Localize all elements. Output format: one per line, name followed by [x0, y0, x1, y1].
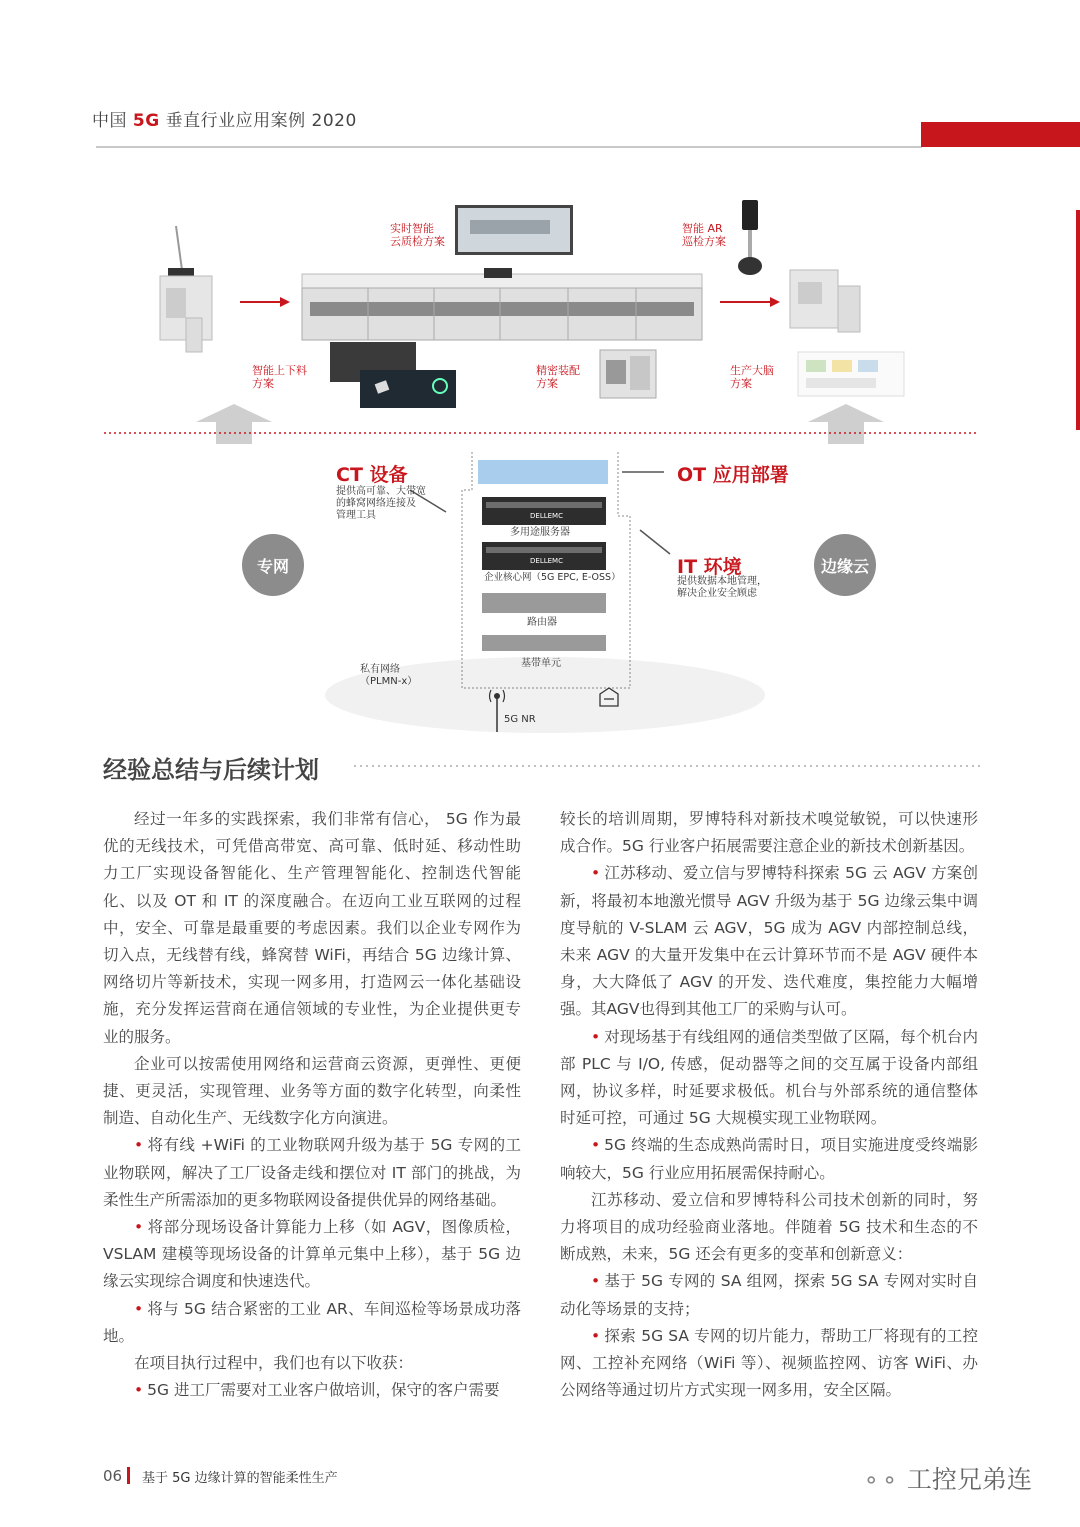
bullet-paragraph: • 探索 5G SA 专网的切片能力，帮助工厂将现有的工控网、工控补充网络（WiFi 等）、视频监控网、访客 WiFi、办公网络等通过切片方式实现一网多用，安全区隔。: [560, 1326, 978, 1400]
edge-cloud-circle: 边缘云: [814, 534, 876, 596]
section-dotted-rule: [352, 764, 982, 768]
ot-title: OT 应用部署: [677, 464, 789, 486]
quality-inspection-screen-image: [455, 205, 573, 255]
rack-core-label: 企业核心网（5G EPC, E-OSS）: [484, 572, 621, 583]
flow-arrow-icon: [240, 297, 290, 307]
bullet-icon: •: [591, 864, 601, 883]
bullet-paragraph: • 5G 进工厂需要对工业客户做培训，保守的客户需要: [134, 1381, 500, 1400]
bullet-icon: •: [591, 1326, 601, 1345]
server-brand: DELLEMC: [530, 557, 563, 565]
output-machine-image: [790, 270, 860, 332]
section-title: 经验总结与后续计划: [103, 756, 319, 784]
left-text-column: [103, 806, 521, 1404]
bullet-paragraph: • 基于 5G 专网的 SA 组网，探索 5G SA 专网对实时自动化等场景的支持；: [560, 1272, 978, 1318]
bullet-paragraph: • 将部分现场设备计算能力上移（如 AGV，图像质检，VSLAM 建模等现场设备的计算单元集中上移），基于 5G 边缘云实现综合调度和快速迭代。: [103, 1218, 521, 1291]
up-arrow-icon: [808, 404, 884, 444]
it-title: IT 环境: [677, 556, 742, 578]
5g-nr-label: 5G NR: [504, 714, 536, 725]
paragraph: 企业可以按需使用网络和运营商云资源，更弹性、更便捷、更灵活，实现管理、业务等方面的数字化转型，向柔性制造、自动化生产、无线数字化方向演进。: [103, 1054, 521, 1128]
bullet-icon: •: [134, 1136, 144, 1155]
footer-accent-bar: [127, 1467, 130, 1484]
paragraph: 经过一年多的实践探索，我们非常有信心， 5G 作为最优的无线技术，可凭借高带宽、高可靠、低时延、移动性助力工厂实现设备智能化、生产管理智能化、控制迭代智能化、以及 OT 和 IT 的深度融合。在迈向工业互联网的过程中，安全、可靠是最重要的考虑因素。我们以企业专网作为切入点，无线替有线，蜂窝替 WiFi，再结合 5G 边缘计算、网络切片等新技术，实现一网多用，打造网云一体化基础设施，充分发挥运营商在通信领域的专业性，为企业提供更专业的服务。: [103, 810, 521, 1046]
loader-machine-image: [160, 226, 212, 352]
paragraph: 在项目执行过程中，我们也有以下收获：: [134, 1354, 414, 1373]
wechat-icon: ⚬⚬: [862, 1469, 899, 1494]
quality-label: 实时智能 云质检方案: [390, 222, 445, 248]
rack-server-label: 多用途服务器: [510, 527, 570, 538]
loading-solution-image: [330, 342, 456, 408]
bullet-icon: •: [591, 1272, 601, 1291]
brain-label: 生产大脑 方案: [730, 364, 774, 390]
bullet-paragraph: • 江苏移动、爱立信与罗博特科探索 5G 云 AGV 方案创新，将最初本地激光惯导 AGV 升级为基于 5G 边缘云集中调度导航的 V-SLAM 云 AGV，5G 成为 AGV 内部控制总线，未来 AGV 的大量开发集中在云计算环节而不是 AGV 硬件本身，大大降低了 AGV 的开发、迭代难度，集控能力大幅增强。其AGV也得到其他工厂的采购与认可。: [560, 864, 978, 1019]
right-text-column: [560, 806, 978, 1404]
up-arrow-icon: [196, 404, 272, 444]
ct-title: CT 设备: [336, 464, 408, 486]
production-brain-dashboard-image: [798, 352, 904, 396]
bullet-icon: •: [591, 1027, 601, 1046]
ct-description: 提供高可靠、大带宽 的蜂窝网络连接及 管理工具: [336, 486, 426, 521]
ar-robot-image: [738, 200, 762, 275]
loading-label: 智能上下料 方案: [252, 364, 307, 390]
bullet-paragraph: • 对现场基于有线组网的通信类型做了区隔，每个机台内部 PLC 与 I/O, 传感，促动器等之间的交互属于设备内部组网，协议多样，时延要求极低。机台与外部系统的通信整体时延可控，可通过 5G 大规模实现工业物联网。: [560, 1027, 978, 1128]
paragraph: 江苏移动、爱立信和罗博特科公司技术创新的同时，努力将项目的成功经验商业落地。伴随着 5G 技术和生态的不断成熟，未来，5G 还会有更多的变革和创新意义：: [560, 1190, 978, 1264]
header-title: 中国 5G 垂直行业应用案例 2020: [92, 111, 357, 131]
assembly-label: 精密装配 方案: [536, 364, 580, 390]
connector-line: [640, 530, 670, 554]
production-line-image: [302, 268, 702, 340]
architecture-diagram: [0, 190, 1080, 740]
bullet-paragraph: • 将有线 +WiFi 的工业物联网升级为基于 5G 专网的工业物联网，解决了工厂设备走线和摆位对 IT 部门的挑战，为柔性生产所需添加的更多物联网设备提供优异的网络基础。: [103, 1136, 521, 1209]
rack-baseband-label: 基带单元: [521, 658, 561, 669]
bullet-paragraph: • 5G 终端的生态成熟尚需时日，项目实施进度受终端影响较大，5G 行业应用拓展需保持耐心。: [560, 1136, 978, 1182]
rack-router-label: 路由器: [527, 617, 557, 628]
page-number: 06: [103, 1467, 123, 1485]
bullet-paragraph: • 将与 5G 结合紧密的工业 AR、车间巡检等场景成功落地。: [103, 1299, 521, 1345]
bullet-icon: •: [134, 1299, 144, 1318]
private-network-circle: 专网: [242, 534, 304, 596]
watermark: ⚬⚬ 工控兄弟连: [862, 1465, 1032, 1494]
ar-label: 智能 AR 巡检方案: [682, 222, 726, 248]
header-accent-bar: [921, 122, 1080, 147]
server-brand: DELLEMC: [530, 512, 563, 520]
paragraph: 较长的培训周期，罗博特科对新技术嗅觉敏锐，可以快速形成合作。5G 行业客户拓展需要注意企业的新技术创新基因。: [560, 810, 978, 856]
it-description: 提供数据本地管理， 解决企业安全顾虑: [677, 576, 767, 599]
flow-arrow-icon: [720, 297, 780, 307]
private-network-label: 私有网络 （PLMN-x）: [360, 664, 418, 687]
bullet-icon: •: [134, 1218, 144, 1237]
assembly-machine-image: [600, 350, 656, 398]
header-rule: [96, 146, 922, 148]
bullet-icon: •: [134, 1381, 144, 1400]
bullet-icon: •: [591, 1136, 601, 1155]
footer-title: 基于 5G 边缘计算的智能柔性生产: [142, 1471, 338, 1486]
